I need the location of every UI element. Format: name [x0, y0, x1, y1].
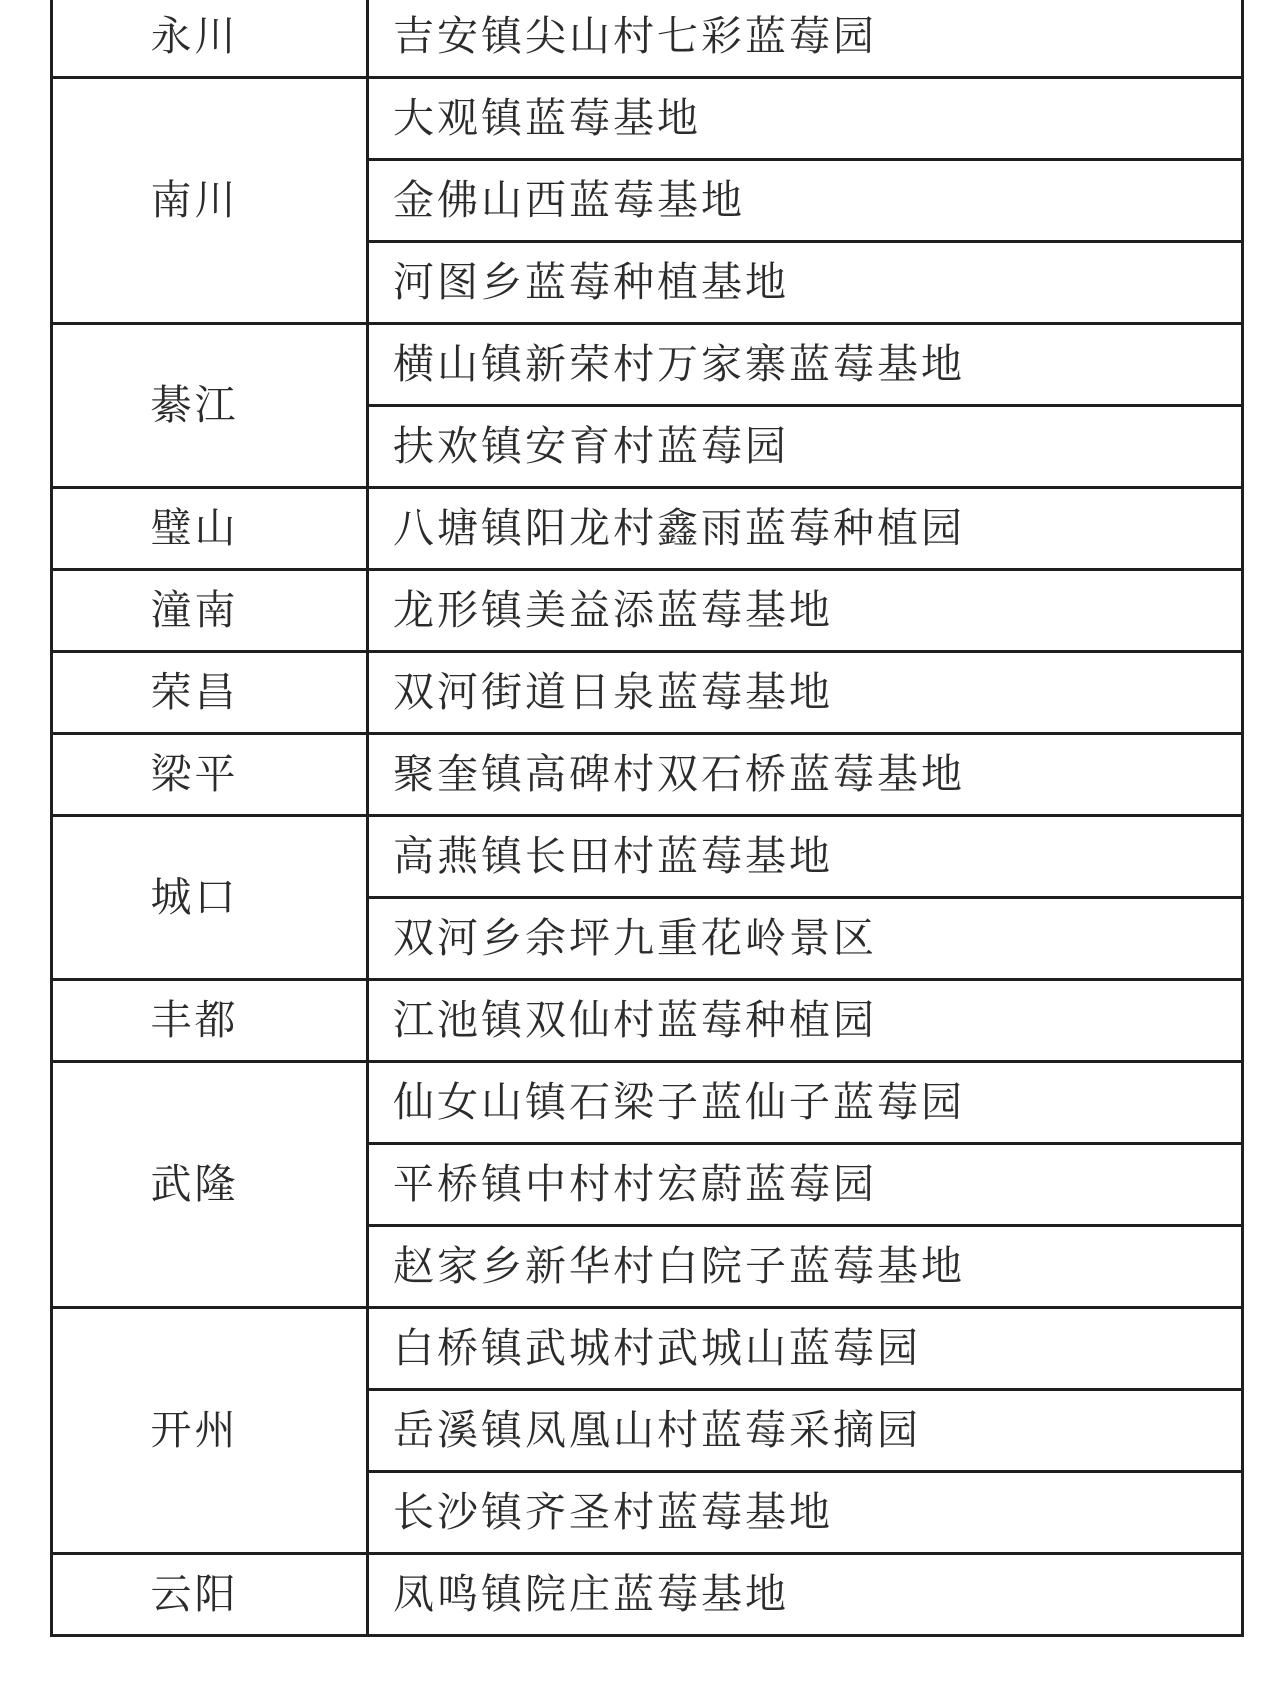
district-name: 开州	[150, 1406, 239, 1454]
district-name: 南川	[150, 176, 239, 224]
table-row	[52, 1554, 1243, 1636]
table-row	[52, 1062, 1243, 1144]
table-row	[52, 816, 1243, 898]
table-row	[52, 734, 1243, 816]
site-cell: 横山镇新荣村万家寨蓝莓基地	[368, 324, 1243, 406]
district-cell	[52, 652, 368, 734]
table-container	[50, 0, 1241, 1637]
table-row	[52, 0, 1243, 78]
table-row	[52, 570, 1243, 652]
site-cell: 龙形镇美益添蓝莓基地	[368, 570, 1243, 652]
district-name: 綦江	[150, 381, 239, 429]
site-cell: 双河街道日泉蓝莓基地	[368, 652, 1243, 734]
district-cell	[52, 324, 368, 488]
district-name: 潼南	[150, 586, 239, 634]
district-name: 丰都	[150, 996, 239, 1044]
district-cell	[52, 734, 368, 816]
district-name: 梁平	[150, 750, 239, 798]
blueberry-farm-table	[50, 0, 1244, 1637]
site-cell: 赵家乡新华村白院子蓝莓基地	[368, 1226, 1243, 1308]
district-name: 云阳	[150, 1570, 239, 1618]
site-cell: 扶欢镇安育村蓝莓园	[368, 406, 1243, 488]
district-cell	[52, 0, 368, 78]
district-name: 武隆	[150, 1160, 239, 1208]
table-row	[52, 652, 1243, 734]
district-cell	[52, 816, 368, 980]
site-cell: 吉安镇尖山村七彩蓝莓园	[368, 0, 1243, 78]
district-cell	[52, 980, 368, 1062]
table-row	[52, 1308, 1243, 1390]
site-cell: 河图乡蓝莓种植基地	[368, 242, 1243, 324]
table-row	[52, 324, 1243, 406]
site-cell: 岳溪镇凤凰山村蓝莓采摘园	[368, 1390, 1243, 1472]
site-cell: 双河乡余坪九重花岭景区	[368, 898, 1243, 980]
district-cell	[52, 1062, 368, 1308]
site-cell: 长沙镇齐圣村蓝莓基地	[368, 1472, 1243, 1554]
site-cell: 聚奎镇高碑村双石桥蓝莓基地	[368, 734, 1243, 816]
site-cell: 平桥镇中村村宏蔚蓝莓园	[368, 1144, 1243, 1226]
site-cell: 白桥镇武城村武城山蓝莓园	[368, 1308, 1243, 1390]
district-name: 璧山	[150, 504, 239, 552]
district-cell	[52, 78, 368, 324]
district-name: 永川	[150, 12, 239, 60]
site-cell: 仙女山镇石梁子蓝仙子蓝莓园	[368, 1062, 1243, 1144]
district-name: 城口	[150, 873, 239, 921]
site-cell: 江池镇双仙村蓝莓种植园	[368, 980, 1243, 1062]
table-row	[52, 78, 1243, 160]
table-row	[52, 488, 1243, 570]
site-cell: 金佛山西蓝莓基地	[368, 160, 1243, 242]
district-name: 荣昌	[150, 668, 239, 716]
district-cell	[52, 1554, 368, 1636]
site-cell: 高燕镇长田村蓝莓基地	[368, 816, 1243, 898]
district-cell	[52, 570, 368, 652]
district-cell	[52, 1308, 368, 1554]
table-body	[52, 0, 1243, 1636]
table-row	[52, 980, 1243, 1062]
site-cell: 大观镇蓝莓基地	[368, 78, 1243, 160]
site-cell: 八塘镇阳龙村鑫雨蓝莓种植园	[368, 488, 1243, 570]
site-cell: 凤鸣镇院庄蓝莓基地	[368, 1554, 1243, 1636]
district-cell	[52, 488, 368, 570]
